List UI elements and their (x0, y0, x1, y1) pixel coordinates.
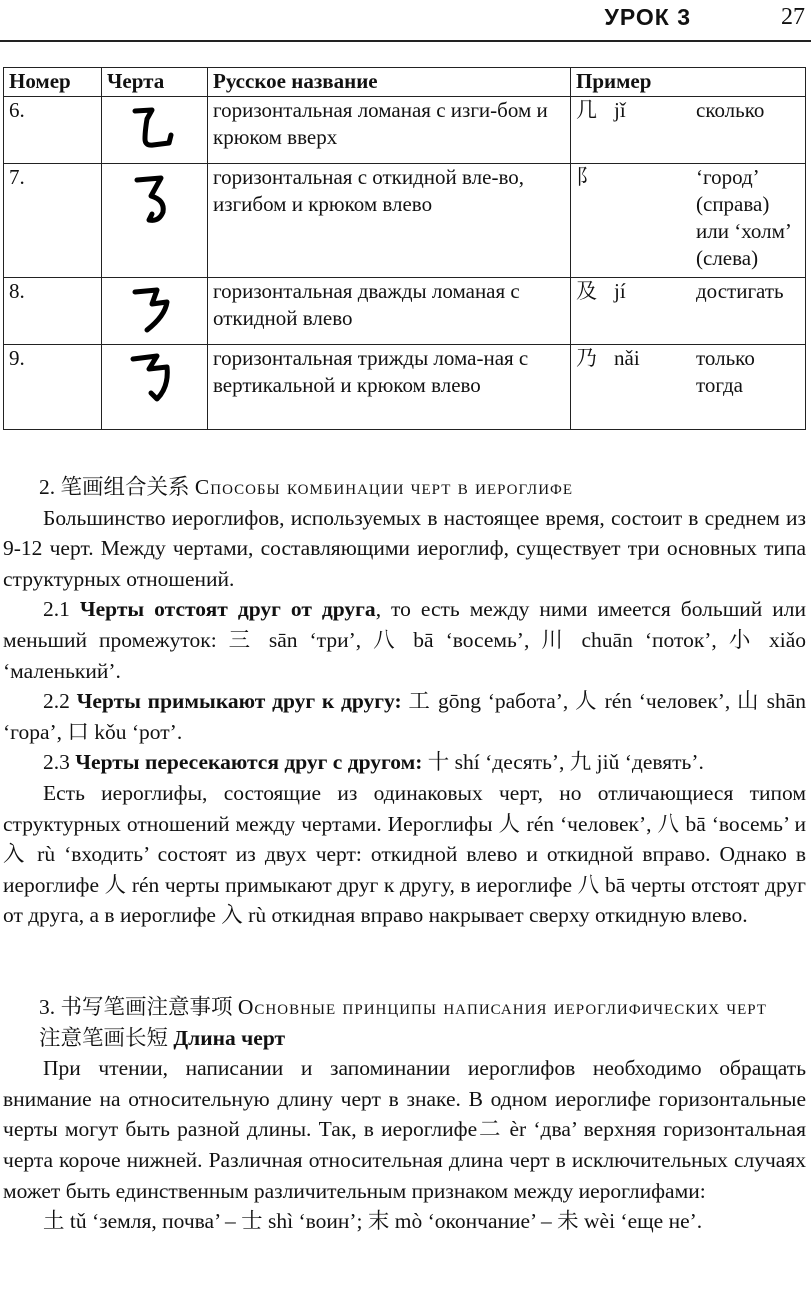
stroke-cell (102, 164, 208, 278)
section-2-chinese: 笔画组合关系 (60, 475, 190, 499)
section-3-number: 3. (39, 995, 56, 1019)
paragraph-2-1-text: , то есть между ними имеется больший или меньший промежуток: 三 sān ‘три’, 八 bā ‘восемь’, 川 chuān ‘поток’, 小 xiǎo ‘маленький’. (3, 597, 806, 683)
stroke-table (3, 67, 806, 430)
table-row (4, 164, 806, 278)
subsection-chinese: 注意笔画长短 (39, 1025, 169, 1050)
paragraph-2-1 (3, 594, 806, 686)
paragraph-2-2-number: 2.2 (43, 689, 70, 714)
example-translation: только тогда (696, 346, 755, 397)
table-header-row (4, 68, 806, 97)
paragraph-2-3-bold: Черты пересекаются друг с другом: (75, 750, 423, 775)
stroke-name: горизонтальная дважды ломаная с откидной влево (208, 278, 571, 345)
row-number: 9. (4, 345, 102, 430)
example-cell (571, 97, 806, 164)
paragraph-2-2-bold: Черты примыкают друг к другу: (76, 689, 402, 714)
example-pinyin: nǎi (614, 346, 640, 370)
example-cell (571, 164, 806, 278)
subsection-title: Длина черт (173, 1025, 286, 1050)
example-translation: достигать (696, 279, 784, 303)
row-number: 6. (4, 97, 102, 164)
section-2-paragraph-4: Есть иероглифы, состоящие из одинаковых черт, но отличающиеся типом структурных отношений между чертами. Иероглифы 人 rén ‘человек’, 八 bā ‘восемь’ и 入 rù ‘входить’ состоят из двух черт: откидной влево и откидной вправо. Однако в иероглифе 人 rén черты примыкают друг к другу, в иероглифе 八 bā черты отстоят друг от друга, а в иероглифе 入 rù откидная вправо накрывает сверху откидную влево. (3, 780, 806, 928)
paragraph-2-2 (3, 686, 806, 747)
section-3-chinese: 书写笔画注意事项 (60, 995, 233, 1019)
paragraph-2-1-bold: Черты отстоят друг от друга (79, 597, 376, 622)
stroke-name: горизонтальная с откидной вле-во, изгибом и крюком влево (208, 164, 571, 278)
section-3-paragraph-1: При чтении, написании и запоминании иероглифов необходимо обращать внимание на относительную длину черт в знаке. В одном иероглифе горизонтальные черты могут быть разной длины. Так, в иероглифе二 èr ‘два’ верхняя горизонтальная черта короче нижней. Различная относительная длина черт в исключительных случаях может быть единственным различительным признаком между иероглифами: (3, 1056, 806, 1203)
row-number: 8. (4, 278, 102, 345)
example-pinyin (598, 164, 696, 272)
column-header-name: Русское название (208, 68, 571, 97)
subsection-heading (3, 1023, 806, 1054)
stroke-name: горизонтальная трижды лома-ная с вертикальной и крюком влево (208, 345, 571, 430)
section-3-paragraph-2: 土 tǔ ‘земля, почва’ – 士 shì ‘воин’; 末 mò ‘окончание’ – 未 wèi ‘еще не’. (43, 1209, 703, 1234)
example-character: 及 (576, 279, 597, 303)
section-3 (3, 992, 806, 1237)
table-row (4, 97, 806, 164)
paragraph-2-2-text: 工 gōng ‘работа’, 人 rén ‘человек’, 山 shān ‘гора’, 口 kǒu ‘рот’. (3, 689, 807, 744)
example-character: 阝 (576, 165, 597, 189)
section-2-number: 2. (39, 475, 56, 499)
example-cell (571, 278, 806, 345)
section-3-heading (3, 992, 806, 1023)
section-2-intro: Большинство иероглифов, используемых в настоящее время, состоит в среднем из 9-12 черт. Между чертами, составляющими иероглиф, существует три основных типа структурных отношений. (3, 505, 806, 591)
page-number: 27 (781, 4, 805, 30)
example-translation: ‘город’ (справа) или ‘холм’ (слева) (696, 165, 791, 270)
stroke-cell (102, 345, 208, 430)
stroke-name: горизонтальная ломаная с изги-бом и крюком вверх (208, 97, 571, 164)
horizontal-left-bend-hook-stroke-icon (125, 170, 185, 230)
table-row (4, 278, 806, 345)
example-translation: сколько (696, 98, 765, 122)
stroke-cell (102, 278, 208, 345)
section-2-title: Способы комбинации черт в иероглифе (194, 475, 574, 499)
column-header-number: Номер (4, 68, 102, 97)
example-pinyin: jǐ (614, 98, 626, 122)
paragraph-2-1-number: 2.1 (43, 597, 70, 622)
paragraph-2-3-number: 2.3 (43, 750, 70, 775)
page-header (0, 0, 811, 42)
horizontal-double-fold-left-stroke-icon (125, 278, 185, 338)
section-2 (3, 472, 806, 931)
horizontal-hook-up-stroke-icon (125, 97, 185, 157)
section-2-heading (3, 472, 806, 503)
paragraph-2-3 (3, 747, 806, 778)
example-cell (571, 345, 806, 430)
example-pinyin: jí (614, 279, 626, 303)
row-number: 7. (4, 164, 102, 278)
stroke-cell (102, 97, 208, 164)
section-3-title: Основные принципы написания иероглифических черт (237, 995, 767, 1019)
table-row (4, 345, 806, 430)
lesson-title: УРОК 3 (604, 4, 691, 30)
horizontal-triple-fold-hook-stroke-icon (123, 345, 187, 409)
example-character: 乃 (576, 346, 597, 370)
column-header-stroke: Черта (102, 68, 208, 97)
column-header-example: Пример (571, 68, 806, 97)
paragraph-2-3-text: 十 shí ‘десять’, 九 jiǔ ‘девять’. (422, 750, 704, 775)
example-character: 几 (576, 98, 597, 122)
